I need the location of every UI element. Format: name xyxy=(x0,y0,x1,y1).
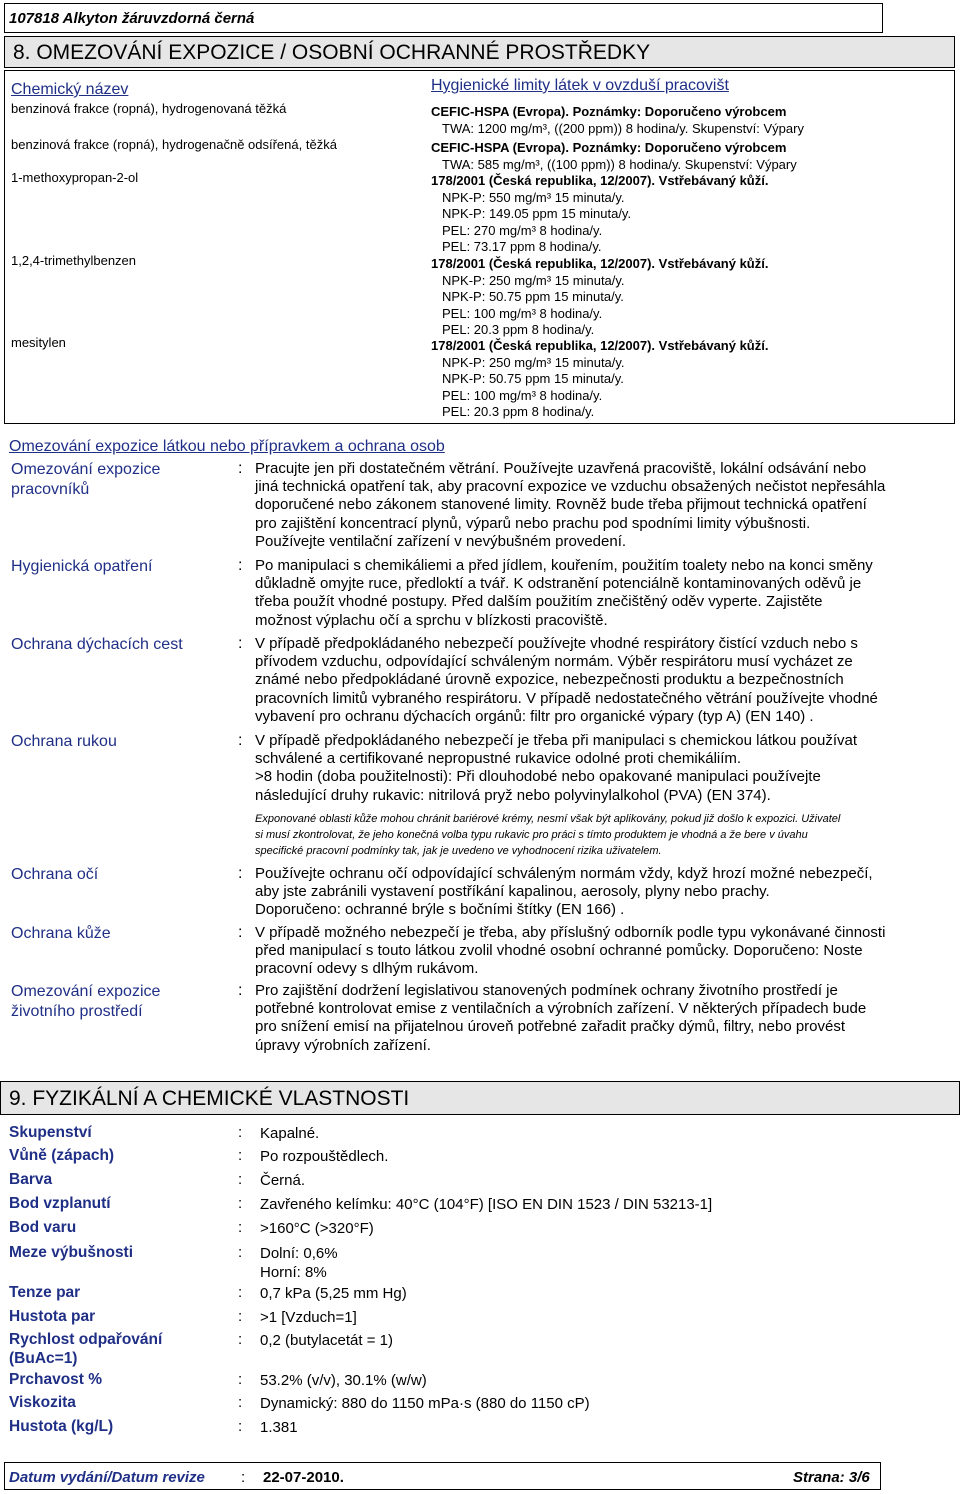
section-8-heading: 8. OMEZOVÁNÍ EXPOZICE / OSOBNÍ OCHRANNÉ PROSTŘEDKY xyxy=(13,41,651,64)
section-9-heading-band xyxy=(0,1081,960,1115)
property-label: Hustota par xyxy=(9,1308,96,1325)
protection-note: si musí zkontrolovat, že jeho konečná volba typu rukavic pro práci s tímto produktem je vhodná a že bere v úvahu xyxy=(255,828,808,841)
protection-text: V případě předpokládaného nebezpečí používejte vhodné respirátory čistící vzduch nebo s xyxy=(255,635,858,652)
property-value: 53.2% (v/v), 30.1% (w/w) xyxy=(260,1372,427,1389)
protection-text: Pracujte jen při dostatečném větrání. Používejte uzavřená pracoviště, lokální odsávání nebo xyxy=(255,460,867,477)
property-label: Vůně (zápach) xyxy=(9,1147,115,1164)
protection-label: Ochrana očí xyxy=(11,866,99,883)
limit-value: PEL: 20.3 ppm 8 hodina/y. xyxy=(442,404,595,419)
property-value: Dynamický: 880 do 1150 mPa·s (880 do 1150 cP) xyxy=(260,1395,590,1412)
protection-text: >8 hodin (doba použitelnosti): Při dlouhodobé nebo opakované manipulaci používejte xyxy=(255,768,821,786)
property-value: 1.381 xyxy=(260,1419,298,1436)
protection-text: důkladně omyjte ruce, předloktí a tvář. K odstranění potenciálně kontaminovaných oděvů je xyxy=(255,575,862,593)
property-label: Rychlost odpařování xyxy=(9,1331,163,1348)
limit-value: PEL: 100 mg/m³ 8 hodina/y. xyxy=(442,387,603,403)
protection-label: Ochrana dýchacích cest xyxy=(11,636,183,653)
protection-text: potřebné kontrolovat emise z ventilačních a výrobních zařízení. V některých případech bude xyxy=(255,1000,867,1018)
section-9-heading: 9. FYZIKÁLNÍ A CHEMICKÉ VLASTNOSTI xyxy=(9,1087,410,1110)
property-value: >160°C (>320°F) xyxy=(260,1220,374,1237)
protection-colon: : xyxy=(238,732,243,749)
property-label: Bod vzplanutí xyxy=(9,1195,111,1212)
property-value: Horní: 8% xyxy=(260,1264,327,1281)
footer-date-label: Datum vydání/Datum revize xyxy=(9,1469,205,1486)
property-colon: : xyxy=(238,1418,243,1435)
property-label: Tenze par xyxy=(9,1284,81,1301)
property-value: Zavřeného kelímku: 40°C (104°F) [ISO EN DIN 1523 / DIN 53213-1] xyxy=(260,1196,713,1213)
protection-colon: : xyxy=(238,557,243,574)
protection-text: Používejte ochranu očí odpovídající schváleným normám vždy, když hrozí možné nebezpečí, xyxy=(255,865,873,882)
protection-text: pro zajištění koncentrací plynů, výparů nebo prachu pod spodními limity výbušnosti. xyxy=(255,514,811,532)
property-label: Meze výbušnosti xyxy=(9,1244,134,1261)
limit-value: NPK-P: 250 mg/m³ 15 minuta/y. xyxy=(442,272,625,288)
property-colon: : xyxy=(238,1244,243,1261)
protection-colon: : xyxy=(238,982,243,999)
column-header-limits: Hygienické limity látek v ovzduší pracovišt xyxy=(431,77,729,94)
limit-source: 178/2001 (Česká republika, 12/2007). Vstřebávaný kůží. xyxy=(431,173,769,188)
property-colon: : xyxy=(238,1284,243,1301)
footer-date-value: 22-07-2010. xyxy=(263,1469,344,1486)
chemical-name: 1-methoxypropan-2-ol xyxy=(11,170,139,185)
limit-value: TWA: 585 mg/m³, ((100 ppm)) 8 hodina/y. Skupenství: Výpary xyxy=(442,156,797,172)
property-value: 0,2 (butylacetát = 1) xyxy=(260,1332,393,1349)
protection-label: Ochrana kůže xyxy=(11,925,111,942)
protection-text: pracovní odevy s dlhým rukávom. xyxy=(255,960,479,978)
property-value: Kapalné. xyxy=(260,1125,320,1142)
property-colon: : xyxy=(238,1394,243,1411)
protection-text: pracovních limitů vybraného respirátoru. V případě nedostatečného větrání používejte vhodné xyxy=(255,689,878,707)
limit-value: NPK-P: 50.75 ppm 15 minuta/y. xyxy=(442,289,624,304)
chemical-name: 1,2,4-trimethylbenzen xyxy=(11,253,137,268)
limit-source: CEFIC-HSPA (Evropa). Poznámky: Doporučeno výrobcem xyxy=(431,104,787,119)
limit-value: TWA: 1200 mg/m³, ((200 ppm)) 8 hodina/y. Skupenství: Výpary xyxy=(442,120,804,136)
property-value: 0,7 kPa (5,25 mm Hg) xyxy=(260,1285,407,1302)
protection-colon: : xyxy=(238,635,243,652)
protection-label: životního prostředí xyxy=(11,1003,143,1020)
property-label: Barva xyxy=(9,1171,53,1188)
property-label: Viskozita xyxy=(9,1394,76,1411)
property-value: >1 [Vzduch=1] xyxy=(260,1309,357,1326)
protection-text: Pro zajištění dodržení legislativou stanovených podmínek ochrany životního prostředí je xyxy=(255,982,838,999)
footer-page-number: Strana: 3/6 xyxy=(793,1469,870,1486)
protection-note: Exponované oblasti kůže mohou chránit bariérové krémy, nesmí však být aplikovány, pokud již došlo k expozici. Uživatel xyxy=(255,812,841,825)
limit-source: 178/2001 (Česká republika, 12/2007). Vstřebávaný kůží. xyxy=(431,256,769,271)
property-value: Dolní: 0,6% xyxy=(260,1245,338,1262)
protection-text: pro snížení emisí na přijatelnou úroveň potřebné zařadit pračky dýmů, filtry, nebo provést xyxy=(255,1018,846,1036)
document-title: 107818 Alkyton žáruvzdorná černá xyxy=(9,10,255,27)
property-value: Po rozpouštědlech. xyxy=(260,1148,389,1165)
chemical-name: benzinová frakce (ropná), hydrogenovaná těžká xyxy=(11,101,287,116)
protection-text: před manipulací s touto látkou zvolil vhodné osobní ochranné pomůcky. Doporučeno: Noste xyxy=(255,942,863,960)
protection-colon: : xyxy=(238,865,243,882)
protection-text: V případě předpokládaného nebezpečí je třeba při manipulaci s chemickou látkou používat xyxy=(255,732,858,749)
property-label: Bod varu xyxy=(9,1219,77,1236)
property-colon: : xyxy=(238,1308,243,1325)
limit-value: NPK-P: 50.75 ppm 15 minuta/y. xyxy=(442,371,624,386)
protection-text: úpravy výrobních zařízení. xyxy=(255,1036,431,1054)
protection-text: známé nebo předpokládané úrovně expozice, nebezpečnosti produktu a bezpečnostních xyxy=(255,671,844,689)
property-label: Skupenství xyxy=(9,1124,92,1141)
protection-text: Používejte ventilační zařízení v nevýbušném provedení. xyxy=(255,532,627,550)
column-header-chemical-name: Chemický název xyxy=(11,81,129,98)
limit-source: 178/2001 (Česká republika, 12/2007). Vstřebávaný kůží. xyxy=(431,338,769,353)
protection-colon: : xyxy=(238,924,243,941)
section-8-heading-band xyxy=(4,36,955,68)
limit-value: NPK-P: 550 mg/m³ 15 minuta/y. xyxy=(442,189,625,205)
protection-text: Po manipulaci s chemikáliemi a před jídlem, kouřením, použitím toalety nebo na konci směny xyxy=(255,557,873,574)
protection-text: Doporučeno: ochranné brýle s bočními štítky (EN 166) . xyxy=(255,901,625,919)
property-label: Prchavost % xyxy=(9,1371,103,1388)
property-colon: : xyxy=(238,1219,243,1236)
limit-value: PEL: 270 mg/m³ 8 hodina/y. xyxy=(442,222,603,238)
protection-note: specifické pracovní podmínky tak, jak je uvedeno ve vyhodnocení rizika uživatelem. xyxy=(255,844,662,857)
property-colon: : xyxy=(238,1171,243,1188)
protection-label: pracovníků xyxy=(11,481,90,498)
property-colon: : xyxy=(238,1331,243,1348)
protection-colon: : xyxy=(238,460,243,477)
protection-text: následující druhy rukavic: nitrilová pryž nebo polyvinylalkohol (PVA) (EN 374). xyxy=(255,786,771,804)
property-colon: : xyxy=(238,1195,243,1212)
limit-value: NPK-P: 149.05 ppm 15 minuta/y. xyxy=(442,206,632,221)
protection-label: Omezování expozice xyxy=(11,983,161,1000)
exposure-heading: Omezování expozice látkou nebo přípravkem a ochrana osob xyxy=(9,438,445,455)
chemical-name: benzinová frakce (ropná), hydrogenačně odsířená, těžká xyxy=(11,137,337,152)
protection-text: schválené a certifikované nepropustné rukavice odolné proti chemikáliím. xyxy=(255,750,742,768)
property-colon: : xyxy=(238,1371,243,1388)
property-label: (BuAc=1) xyxy=(9,1350,78,1367)
protection-text: V případě možného nebezpečí je třeba, aby příslušný odborník podle typu vykonávané činnosti xyxy=(255,924,886,941)
footer xyxy=(4,1462,881,1490)
protection-text: vybavení pro ochranu dýchacích orgánů: filtr pro organické výpary (typ A) (EN 140) . xyxy=(255,707,814,725)
exposure-limits-table xyxy=(4,70,955,424)
protection-label: Ochrana rukou xyxy=(11,733,117,750)
footer-colon: : xyxy=(241,1469,246,1486)
protection-label: Hygienická opatření xyxy=(11,558,153,575)
limit-value: PEL: 20.3 ppm 8 hodina/y. xyxy=(442,322,595,337)
property-colon: : xyxy=(238,1124,243,1141)
protection-text: jiná technická opatření tak, aby pracovní expozice ve vzduchu obsažených nečistot nepřesáhla xyxy=(255,478,886,496)
protection-text: doporučené nebo zákonem stanovené limity. Rovněž bude třeba přijmout technická opatření xyxy=(255,496,867,514)
property-colon: : xyxy=(238,1147,243,1164)
property-label: Hustota (kg/L) xyxy=(9,1418,114,1435)
protection-text: třeba použít vhodné postupy. Před dalším použitím znečištěný oděv vyperte. Zajistěte xyxy=(255,593,823,611)
limit-value: NPK-P: 250 mg/m³ 15 minuta/y. xyxy=(442,354,625,370)
limit-value: PEL: 100 mg/m³ 8 hodina/y. xyxy=(442,305,603,321)
protection-text: aby jste zabránili vystavení postříkání kapalinou, aerosoly, plyny nebo prachy. xyxy=(255,883,770,901)
protection-text: přívodem vzduchu, odpovídající schváleným normám. Výběr respirátoru musí vycházet ze xyxy=(255,653,853,671)
document-header xyxy=(4,3,883,33)
protection-text: možnost výplachu očí a sprchu v blízkosti pracoviště. xyxy=(255,611,608,629)
limit-value: PEL: 73.17 ppm 8 hodina/y. xyxy=(442,239,602,254)
protection-label: Omezování expozice xyxy=(11,461,161,478)
chemical-name: mesitylen xyxy=(11,335,66,350)
property-value: Černá. xyxy=(260,1172,306,1189)
limit-source: CEFIC-HSPA (Evropa). Poznámky: Doporučeno výrobcem xyxy=(431,140,787,155)
